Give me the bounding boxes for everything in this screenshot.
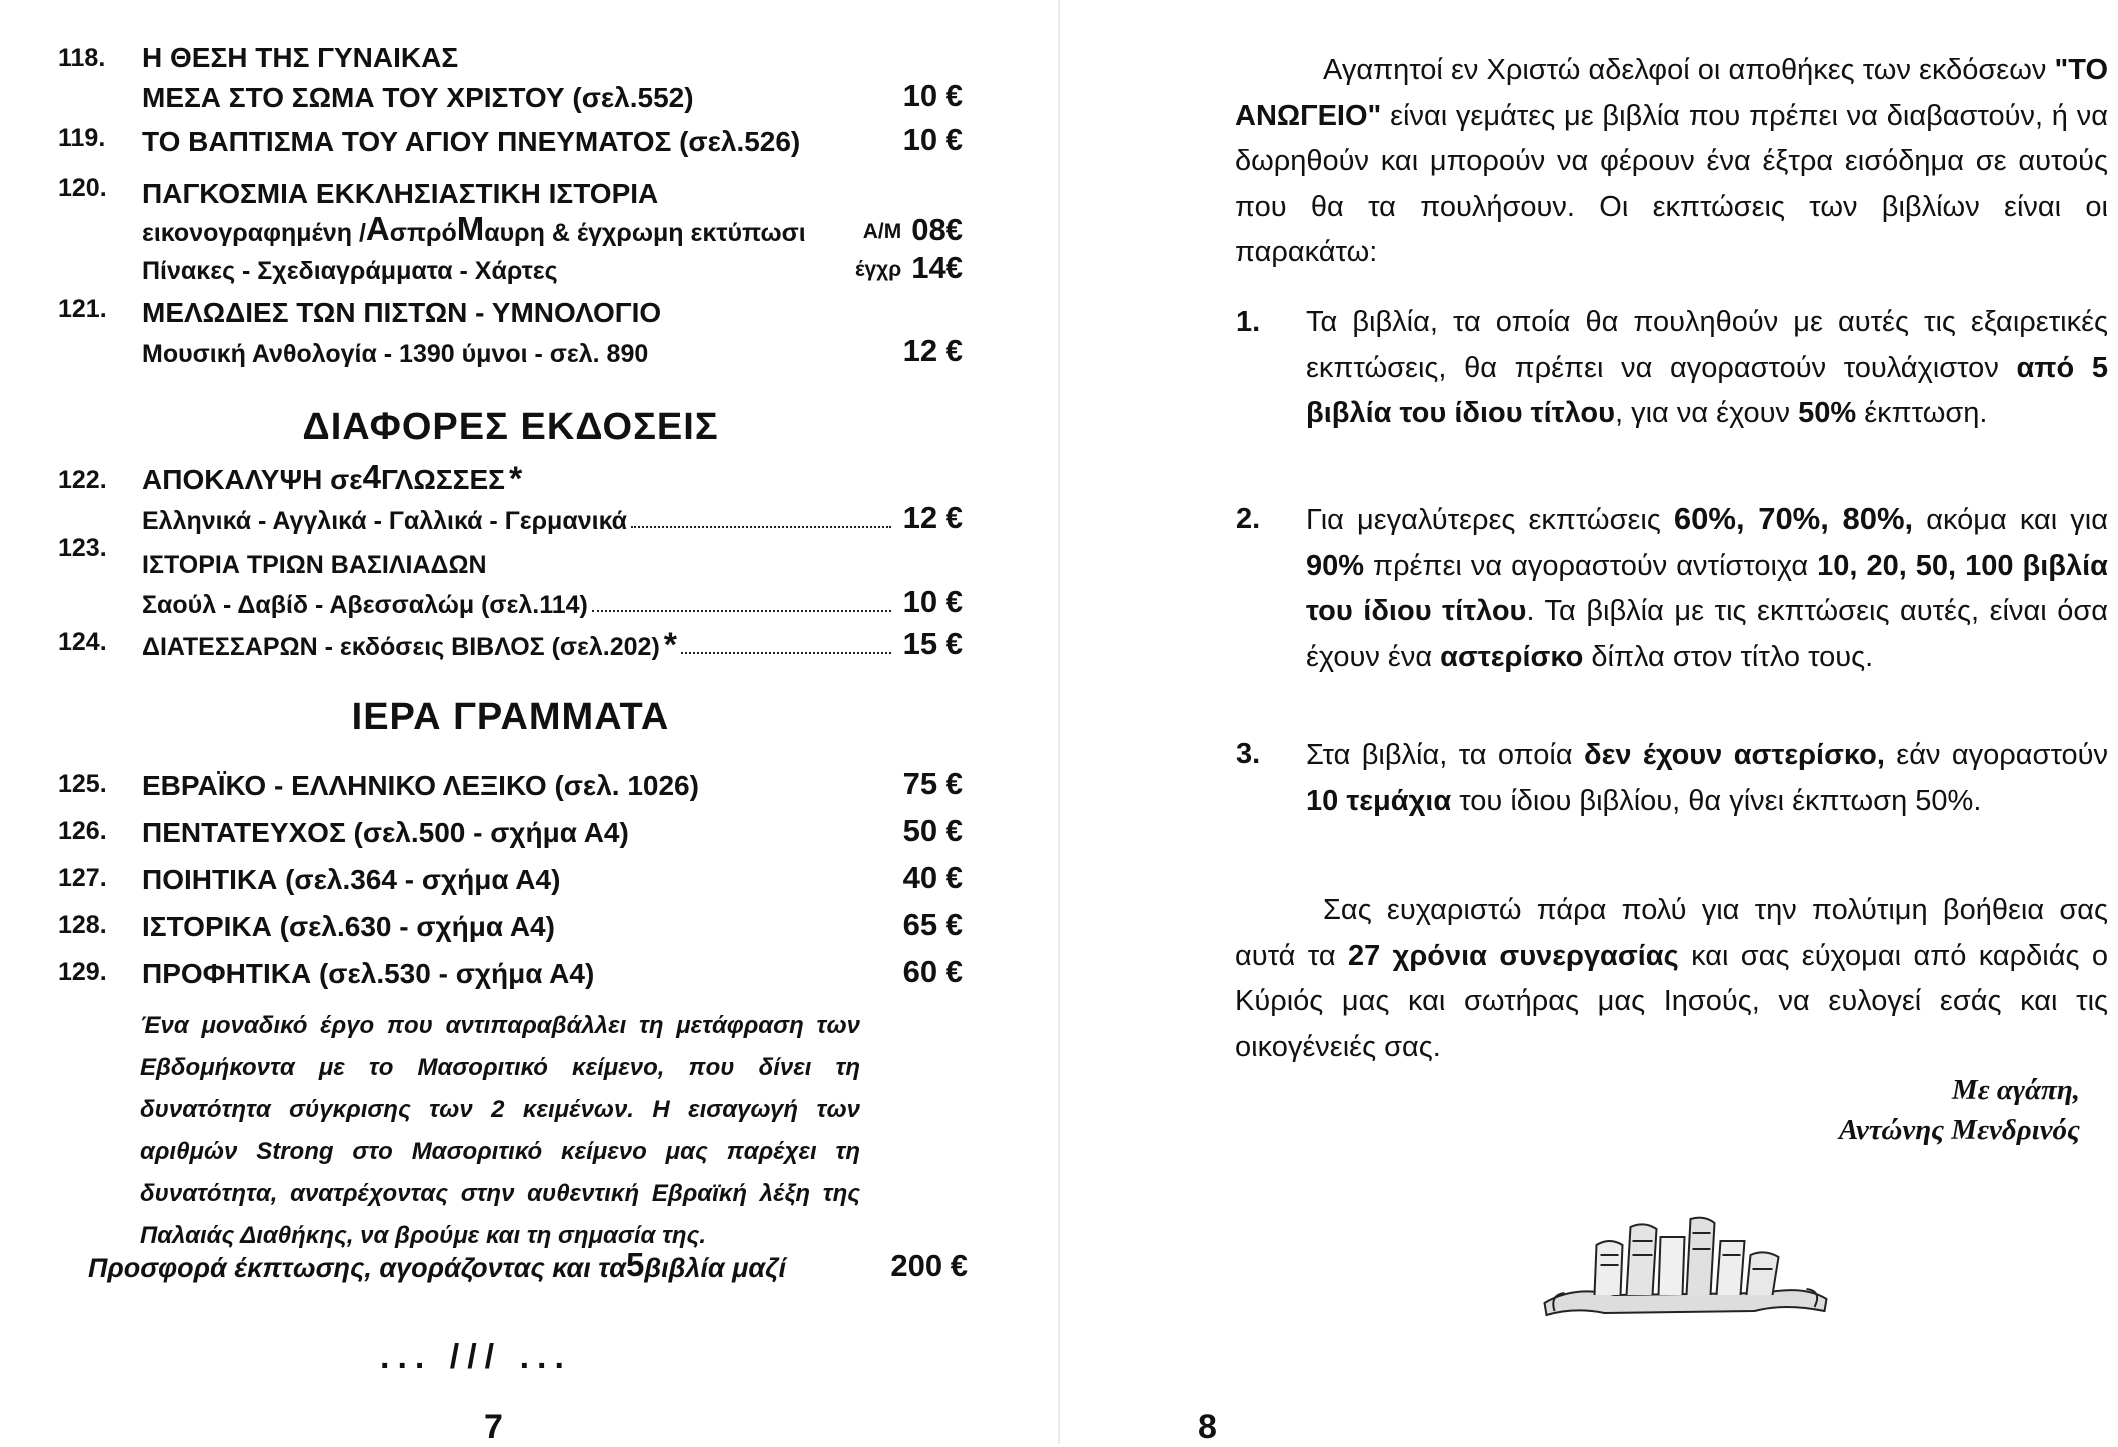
item-number: 128. — [58, 911, 107, 939]
item-price: 40 € — [902, 860, 963, 895]
item-title-line: ΠΡΟΦΗΤΙΚΑ (σελ.530 - σχήμα Α4) 60 € — [142, 954, 963, 989]
bundle-price: 200 € — [890, 1248, 968, 1283]
books-scroll-illustration-icon — [1531, 1215, 1838, 1325]
item-title-line: ΤΟ ΒΑΠΤΙΣΜΑ ΤΟΥ ΑΓΙΟΥ ΠΝΕΥΜΑΤΟΣ (σελ.526) 10 € — [142, 122, 963, 157]
item-title-line: ΙΣΤΟΡΙΚΑ (σελ.630 - σχήμα Α4) 65 € — [142, 907, 963, 942]
item-price: 60 € — [902, 954, 963, 989]
item-number: 118. — [58, 44, 106, 72]
item-title-line: ΠΑΓΚΟΣΜΙΑ ΕΚΚΛΗΣΙΑΣΤΙΚΗ ΙΣΤΟΡΙΑ — [142, 178, 659, 209]
item-number: 122. — [58, 466, 107, 494]
item-number: 126. — [58, 817, 107, 845]
section-heading-misc: ΔΙΑΦΟΡΕΣ ΕΚΔΟΣΕΙΣ — [302, 406, 719, 448]
item-price: 15 € — [902, 626, 963, 661]
item-title-line: Πίνακες - Σχεδιαγράμματα - Χάρτες έγχρ 14€ — [142, 250, 963, 285]
item-title-line: ΜΕΣΑ ΣΤΟ ΣΩΜΑ ΤΟΥ ΧΡΙΣΤΟΥ (σελ.552) 10 € — [142, 78, 963, 113]
item-price: 08€ — [911, 212, 963, 247]
item-number: 127. — [58, 864, 107, 892]
item-title-line: ΙΣΤΟΡΙΑ ΤΡΙΩΝ ΒΑΣΙΛΙΑΔΩΝ — [142, 551, 487, 579]
intro-paragraph: Αγαπητοί εν Χριστώ αδελφοί οι αποθήκες των εκδόσεων "ΤΟ ΑΝΩΓΕΙΟ" είναι γεμάτες με βιβλία που πρέπει να διαβαστούν, ή να δωρηθούν και μπορούν να φέρουν ένα έξτρα εισόδημα σε αυτούς που θα τα πουλήσουν. Οι εκπτώσεις των βιβλίων είναι οι παρακάτω: — [1235, 54, 2108, 268]
item-number: 120. — [58, 174, 107, 202]
page-7 — [0, 0, 1059, 1444]
rule-number: 2. — [1236, 503, 1261, 535]
scripture-set-description: Ένα μοναδικό έργο που αντιπαραβάλλει τη μετάφραση των Εβδομήκοντα με το Μασοριτικό κείμενο, που δίνει τη δυνατότητα σύγκρισης των 2 κειμένων. Η εισαγωγή των αριθμών Strong στο Μασοριτικό κείμενο μας παρέχει τη δυνατότητα, ανατρέχοντας στην αυθεντική Εβραϊκή λέξη της Παλαιάς Διαθήκης, να βρούμε και τη σημασία της. — [140, 1012, 860, 1249]
item-price: 12 € — [902, 500, 963, 535]
closing-line: Με αγάπη, — [1951, 1074, 2080, 1106]
bundle-offer: Προσφορά έκπτωσης, αγοράζοντας και τα 5 βιβλία μαζί 200 € — [88, 1246, 968, 1283]
item-price: 50 € — [902, 813, 963, 848]
end-mark: ... /// ... — [380, 1338, 572, 1376]
item-title-line: Ελληνικά - Αγγλικά - Γαλλικά - Γερμανικά 12 € — [142, 500, 963, 535]
item-price: 10 € — [902, 122, 963, 157]
item-price: 10 € — [902, 584, 963, 619]
item-title-line: ΔΙΑΤΕΣΣΑΡΩΝ - εκδόσεις ΒΙΒΛΟΣ (σελ.202) * 15 € — [142, 626, 963, 664]
asterisk-mark: * — [663, 626, 678, 664]
page-8 — [1059, 0, 2118, 1444]
item-title-line: ΑΠΟΚΑΛΥΨΗ σε 4 ΓΛΩΣΣΕΣ * — [142, 458, 523, 498]
page-number-8: 8 — [1198, 1408, 1217, 1446]
rule-number: 1. — [1236, 306, 1261, 338]
item-number: 129. — [58, 958, 107, 986]
rule-number: 3. — [1236, 738, 1261, 770]
thanks-paragraph: Σας ευχαριστώ πάρα πολύ για την πολύτιμη βοήθεια σας αυτά τα 27 χρόνια συνεργασίας και σας εύχομαι από καρδιάς ο Κύριός μας και σωτήρας μας Ιησούς, να ευλογεί εσάς και τις οικογένειές σας. — [1235, 894, 2108, 1063]
item-title-line: Μουσική Ανθολογία - 1390 ύμνοι - σελ. 890 12 € — [142, 333, 963, 368]
item-number: 124. — [58, 628, 107, 656]
rule-2-paragraph: Για μεγαλύτερες εκπτώσεις 60%, 70%, 80%, ακόμα και για 90% πρέπει να αγοραστούν αντίστοιχα 10, 20, 50, 100 βιβλία του ίδιου τίτλου. Τα βιβλία με τις εκπτώσεις αυτές, είναι όσα έχουν ένα αστερίσκο δίπλα στον τίτλο τους. — [1306, 501, 2108, 673]
item-title-line: ΕΒΡΑΪΚΟ - ΕΛΛΗΝΙΚΟ ΛΕΞΙΚΟ (σελ. 1026) 75 € — [142, 766, 963, 801]
item-price: 75 € — [902, 766, 963, 801]
letter-signature — [1839, 1070, 2080, 1150]
item-number: 121. — [58, 295, 107, 323]
rule-1-paragraph: Τα βιβλία, τα οποία θα πουληθούν με αυτές τις εξαιρετικές εκπτώσεις, θα πρέπει να αγοραστούν τουλάχιστον από 5 βιβλία του ίδιου τίτλου, για να έχουν 50% έκπτωση. — [1306, 306, 2108, 429]
item-title-line: ΠΕΝΤΑΤΕΥΧΟΣ (σελ.500 - σχήμα Α4) 50 € — [142, 813, 963, 848]
item-price: 12 € — [902, 333, 963, 368]
item-title-line: Σαούλ - Δαβίδ - Αβεσσαλώμ (σελ.114) 10 € — [142, 584, 963, 619]
section-heading-scripture: ΙΕΡΑ ΓΡΑΜΜΑΤΑ — [351, 696, 670, 738]
item-number: 119. — [58, 124, 106, 152]
asterisk-mark: * — [508, 460, 523, 498]
item-price: 10 € — [902, 78, 963, 113]
item-price: 65 € — [902, 907, 963, 942]
item-title-line: ΠΟΙΗΤΙΚΑ (σελ.364 - σχήμα Α4) 40 € — [142, 860, 963, 895]
item-title-line: ΜΕΛΩΔΙΕΣ ΤΩΝ ΠΙΣΤΩΝ - ΥΜΝΟΛΟΓΙΟ — [142, 297, 662, 328]
rule-3-paragraph: Στα βιβλία, τα οποία δεν έχουν αστερίσκο, εάν αγοραστούν 10 τεμάχια του ίδιου βιβλίου, θα γίνει έκπτωση 50%. — [1306, 739, 2108, 817]
signature-name: Αντώνης Μενδρινός — [1838, 1114, 2080, 1146]
page-number-7: 7 — [484, 1408, 503, 1446]
item-title-line: εικονογραφημένη / Α σπρό Μ αυρη & έγχρωμη εκτύπωσι Α/Μ 08€ — [142, 210, 963, 247]
item-price: 14€ — [911, 250, 963, 285]
item-number: 123. — [58, 534, 107, 562]
item-title-line: Η ΘΕΣΗ ΤΗΣ ΓΥΝΑΙΚΑΣ — [142, 42, 459, 73]
item-number: 125. — [58, 770, 107, 798]
